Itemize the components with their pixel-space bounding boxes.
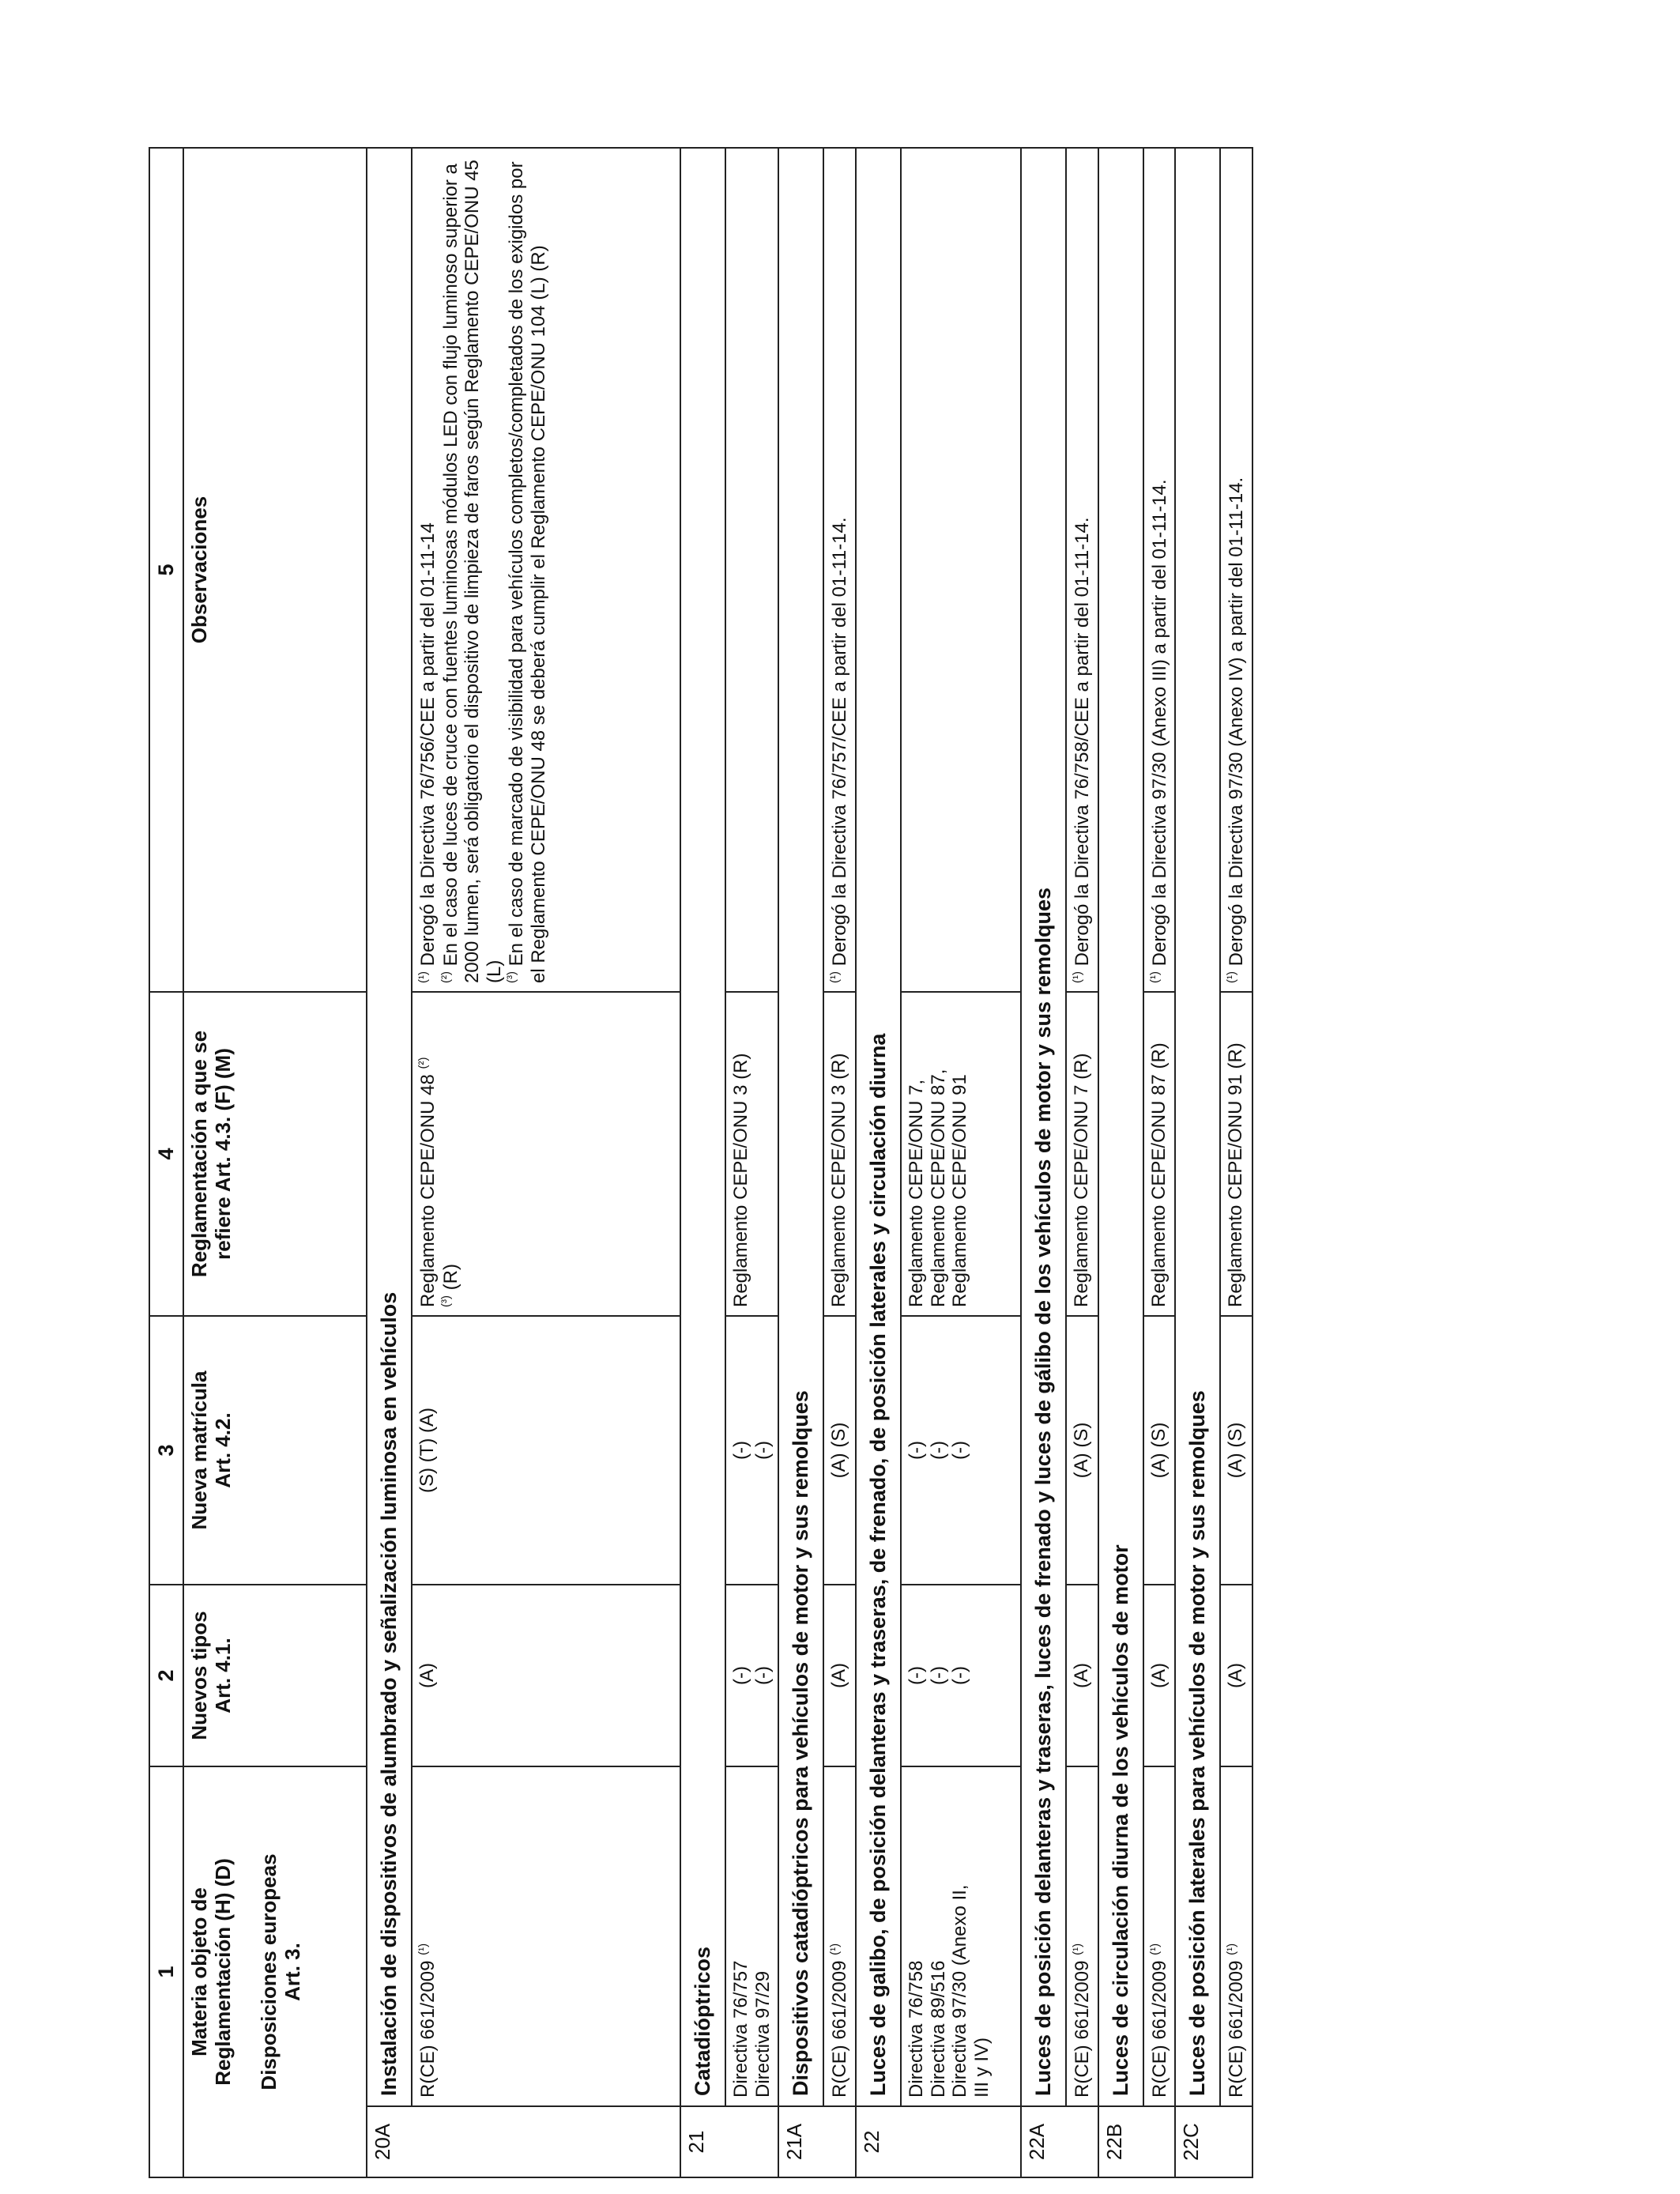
cell-line: (-) bbox=[949, 1666, 971, 1685]
cell-22C-c5 bbox=[1220, 148, 1252, 992]
cell-22C-c3: (A) (S) bbox=[1220, 1316, 1252, 1585]
col-4-header-line: refiere Art. 4.3. (F) (M) bbox=[210, 1048, 235, 1260]
col-4-header-line: Reglamentación a que se bbox=[187, 1030, 212, 1278]
section-row-22 bbox=[856, 148, 901, 2177]
section-title-21: Catadióptricos bbox=[680, 148, 725, 2106]
cell-20A-c2: (A) bbox=[412, 1585, 680, 1766]
cell-22-c4 bbox=[901, 992, 1021, 1316]
cell-21-c3 bbox=[725, 1316, 778, 1585]
row-code-22B: 22B bbox=[1098, 2106, 1176, 2177]
cell-text: R(CE) 661/2009 bbox=[417, 1960, 439, 2098]
row-code-21A: 21A bbox=[778, 2106, 856, 2177]
cell-22C-c2: (A) bbox=[1220, 1585, 1252, 1766]
observation-text: Derogó la Directiva 97/30 (Anexo IV) a partir del 01-11-14. bbox=[1226, 477, 1248, 971]
col-3-header bbox=[183, 1316, 367, 1585]
cell-22B-c3: (A) (S) bbox=[1143, 1316, 1176, 1585]
section-row-22C bbox=[1175, 148, 1220, 2177]
cell-22-c1 bbox=[901, 1766, 1021, 2106]
cell-line: (-) bbox=[906, 1666, 928, 1685]
cell-20A-c1 bbox=[412, 1766, 680, 2106]
col-2-header bbox=[183, 1585, 367, 1766]
cell-line: Directiva 89/516 bbox=[927, 1960, 949, 2098]
table-row-21A bbox=[823, 148, 856, 2177]
row-code-22: 22 bbox=[856, 2106, 1021, 2177]
row-code-22C: 22C bbox=[1175, 2106, 1252, 2177]
col-3-header-line: Art. 4.2. bbox=[210, 1412, 235, 1488]
col-1-header-line: Disposiciones europeas bbox=[256, 1853, 281, 2090]
col-1-number: 1 bbox=[149, 1766, 183, 2177]
cell-line: Reglamento CEPE/ONU 7, bbox=[906, 1079, 928, 1307]
cell-line: (-) bbox=[730, 1666, 752, 1685]
cell-line: (-) bbox=[927, 1441, 949, 1460]
observation-line bbox=[439, 156, 506, 983]
footnote-ref: (¹) bbox=[1147, 971, 1162, 983]
cell-21-c4: Reglamento CEPE/ONU 3 (R) bbox=[725, 992, 778, 1316]
section-row-21 bbox=[680, 148, 725, 2177]
cell-22-c3 bbox=[901, 1316, 1021, 1585]
observation-text: Derogó la Directiva 97/30 (Anexo III) a partir del 01-11-14. bbox=[1148, 479, 1170, 971]
col-2-header-line: Nuevos tipos bbox=[187, 1611, 212, 1740]
table-row-22A bbox=[1066, 148, 1098, 2177]
section-row-22B bbox=[1098, 148, 1143, 2177]
cell-22A-c4: Reglamento CEPE/ONU 7 (R) bbox=[1066, 992, 1098, 1316]
section-title-22: Luces de galibo, de posición delanteras y traseras, de frenado, de posición laterales y circulación diurna bbox=[856, 148, 901, 2106]
column-header-row bbox=[183, 148, 367, 2177]
cell-text: (R) bbox=[439, 1264, 461, 1295]
table-row-22C bbox=[1220, 148, 1252, 2177]
cell-21-c5 bbox=[725, 148, 778, 992]
cell-22B-c1 bbox=[1143, 1766, 1176, 2106]
cell-line: Directiva 76/758 bbox=[906, 1960, 928, 2098]
observation-line bbox=[416, 156, 439, 983]
col-2-header-line: Art. 4.1. bbox=[210, 1638, 235, 1713]
observation-text: En el caso de luces de cruce con fuentes luminosas módulos LED con flujo luminoso superior a 2000 lumen, será obligatorio el dispositivo de limpieza de faros según Reglamento CEPE/ONU 45 (L) bbox=[439, 160, 505, 983]
col-3-header-line: Nueva matrícula bbox=[187, 1370, 212, 1530]
cell-22-c5 bbox=[901, 148, 1021, 992]
footnote-ref: (¹) bbox=[1225, 971, 1239, 983]
cell-21-c1 bbox=[725, 1766, 778, 2106]
col-5-header-line: Observaciones bbox=[187, 496, 212, 644]
cell-22A-c1 bbox=[1066, 1766, 1098, 2106]
observation-text: Derogó la Directiva 76/758/CEE a partir del 01-11-14. bbox=[1072, 517, 1094, 971]
cell-line: (-) bbox=[927, 1666, 949, 1685]
section-title-21A: Dispositivos catadióptricos para vehículos de motor y sus remolques bbox=[778, 148, 823, 2106]
footnote-ref: (¹) bbox=[1071, 971, 1085, 983]
col-1-header-line: Art. 3. bbox=[280, 1943, 304, 2001]
cell-22A-c2: (A) bbox=[1066, 1585, 1098, 1766]
cell-text: R(CE) 661/2009 bbox=[1226, 1960, 1248, 2098]
cell-text: Reglamento CEPE/ONU 48 bbox=[417, 1074, 439, 1307]
cell-20A-c5 bbox=[412, 148, 680, 992]
cell-text: R(CE) 661/2009 bbox=[1072, 1960, 1094, 2098]
table-row-20A bbox=[412, 148, 680, 2177]
cell-21A-c4: Reglamento CEPE/ONU 3 (R) bbox=[823, 992, 856, 1316]
footnote-ref: (²) bbox=[416, 1057, 431, 1069]
footnote-ref: (³) bbox=[439, 1295, 453, 1307]
cell-line: (-) bbox=[751, 1666, 774, 1685]
observation-text: Derogó la Directiva 76/757/CEE a partir del 01-11-14. bbox=[829, 517, 851, 971]
cell-22-c2 bbox=[901, 1585, 1021, 1766]
cell-text: R(CE) 661/2009 bbox=[829, 1960, 851, 2098]
cell-21A-c5 bbox=[823, 148, 856, 992]
cell-20A-c3: (S) (T) (A) bbox=[412, 1316, 680, 1585]
cell-line: (-) bbox=[949, 1441, 971, 1460]
observation-text: Derogó la Directiva 76/756/CEE a partir del 01-11-14 bbox=[417, 522, 439, 971]
row-code-21: 21 bbox=[680, 2106, 778, 2177]
col-1-header-line: Materia objeto de bbox=[187, 1887, 212, 2056]
col-5-header bbox=[183, 148, 367, 992]
cell-20A-c4 bbox=[412, 992, 680, 1316]
section-title-20A: Instalación de dispositivos de alumbrado y señalización luminosa en vehículos bbox=[367, 148, 412, 2106]
col-5-number: 5 bbox=[149, 148, 183, 992]
col-4-number: 4 bbox=[149, 992, 183, 1316]
row-code-20A: 20A bbox=[367, 2106, 680, 2177]
footnote-ref: (¹) bbox=[416, 1943, 431, 1955]
cell-22B-c4: Reglamento CEPE/ONU 87 (R) bbox=[1143, 992, 1176, 1316]
cell-line: Reglamento CEPE/ONU 87, bbox=[927, 1069, 949, 1307]
cell-21-c2 bbox=[725, 1585, 778, 1766]
section-row-20A bbox=[367, 148, 412, 2177]
col-2-number: 2 bbox=[149, 1585, 183, 1766]
table-row-22 bbox=[901, 148, 1021, 2177]
row-code-22A: 22A bbox=[1021, 2106, 1098, 2177]
cell-21A-c1 bbox=[823, 1766, 856, 2106]
col-1-header-line: Reglamentación (H) (D) bbox=[210, 1858, 235, 2086]
footnote-ref: (¹) bbox=[1071, 1943, 1085, 1955]
cell-21A-c2: (A) bbox=[823, 1585, 856, 1766]
section-row-22A bbox=[1021, 148, 1066, 2177]
footnote-ref: (¹) bbox=[1147, 1943, 1162, 1955]
cell-line: Directiva 97/30 (Anexo II, bbox=[949, 1884, 971, 2098]
footnote-ref: (¹) bbox=[416, 971, 431, 983]
cell-22C-c4: Reglamento CEPE/ONU 91 (R) bbox=[1220, 992, 1252, 1316]
column-number-row bbox=[149, 148, 183, 2177]
footnote-ref: (²) bbox=[439, 971, 453, 983]
cell-22C-c1 bbox=[1220, 1766, 1252, 2106]
col-1-header bbox=[183, 1766, 367, 2177]
cell-22B-c5 bbox=[1143, 148, 1176, 992]
cell-22A-c5 bbox=[1066, 148, 1098, 992]
cell-line: Reglamento CEPE/ONU 91 bbox=[949, 1074, 971, 1307]
table-row-21 bbox=[725, 148, 778, 2177]
col-4-header bbox=[183, 992, 367, 1316]
col-3-number: 3 bbox=[149, 1316, 183, 1585]
regulation-table bbox=[149, 147, 1253, 2178]
footnote-ref: (³) bbox=[505, 971, 519, 983]
cell-22B-c2: (A) bbox=[1143, 1585, 1176, 1766]
cell-22A-c3: (A) (S) bbox=[1066, 1316, 1098, 1585]
footnote-ref: (¹) bbox=[1225, 1943, 1239, 1955]
section-title-22A: Luces de posición delanteras y traseras, luces de frenado y luces de gálibo de los vehículos de motor y sus remolques bbox=[1021, 148, 1066, 2106]
footnote-ref: (¹) bbox=[828, 971, 842, 983]
cell-line: (-) bbox=[906, 1441, 928, 1460]
footnote-ref: (¹) bbox=[828, 1943, 842, 1955]
table-row-22B bbox=[1143, 148, 1176, 2177]
cell-text: R(CE) 661/2009 bbox=[1148, 1960, 1170, 2098]
observation-text: En el caso de marcado de visibilidad para vehículos completos/completados de los exigidos por el Reglamento CEPE/ONU 48 se deberá cumplir el Reglamento CEPE/ONU 104 (L) (R) bbox=[506, 161, 550, 983]
cell-line: (-) bbox=[730, 1441, 752, 1460]
section-row-21A bbox=[778, 148, 823, 2177]
cell-line: III y IV) bbox=[970, 2037, 993, 2098]
cell-line: (-) bbox=[751, 1441, 774, 1460]
cell-line: Directiva 76/757 bbox=[730, 1960, 752, 2098]
cell-line: Directiva 97/29 bbox=[751, 1970, 774, 2098]
observation-line bbox=[505, 156, 549, 983]
section-title-22C: Luces de posición laterales para vehículos de motor y sus remolques bbox=[1175, 148, 1220, 2106]
section-title-22B: Luces de circulación diurna de los vehículos de motor bbox=[1098, 148, 1143, 2106]
cell-21A-c3: (A) (S) bbox=[823, 1316, 856, 1585]
